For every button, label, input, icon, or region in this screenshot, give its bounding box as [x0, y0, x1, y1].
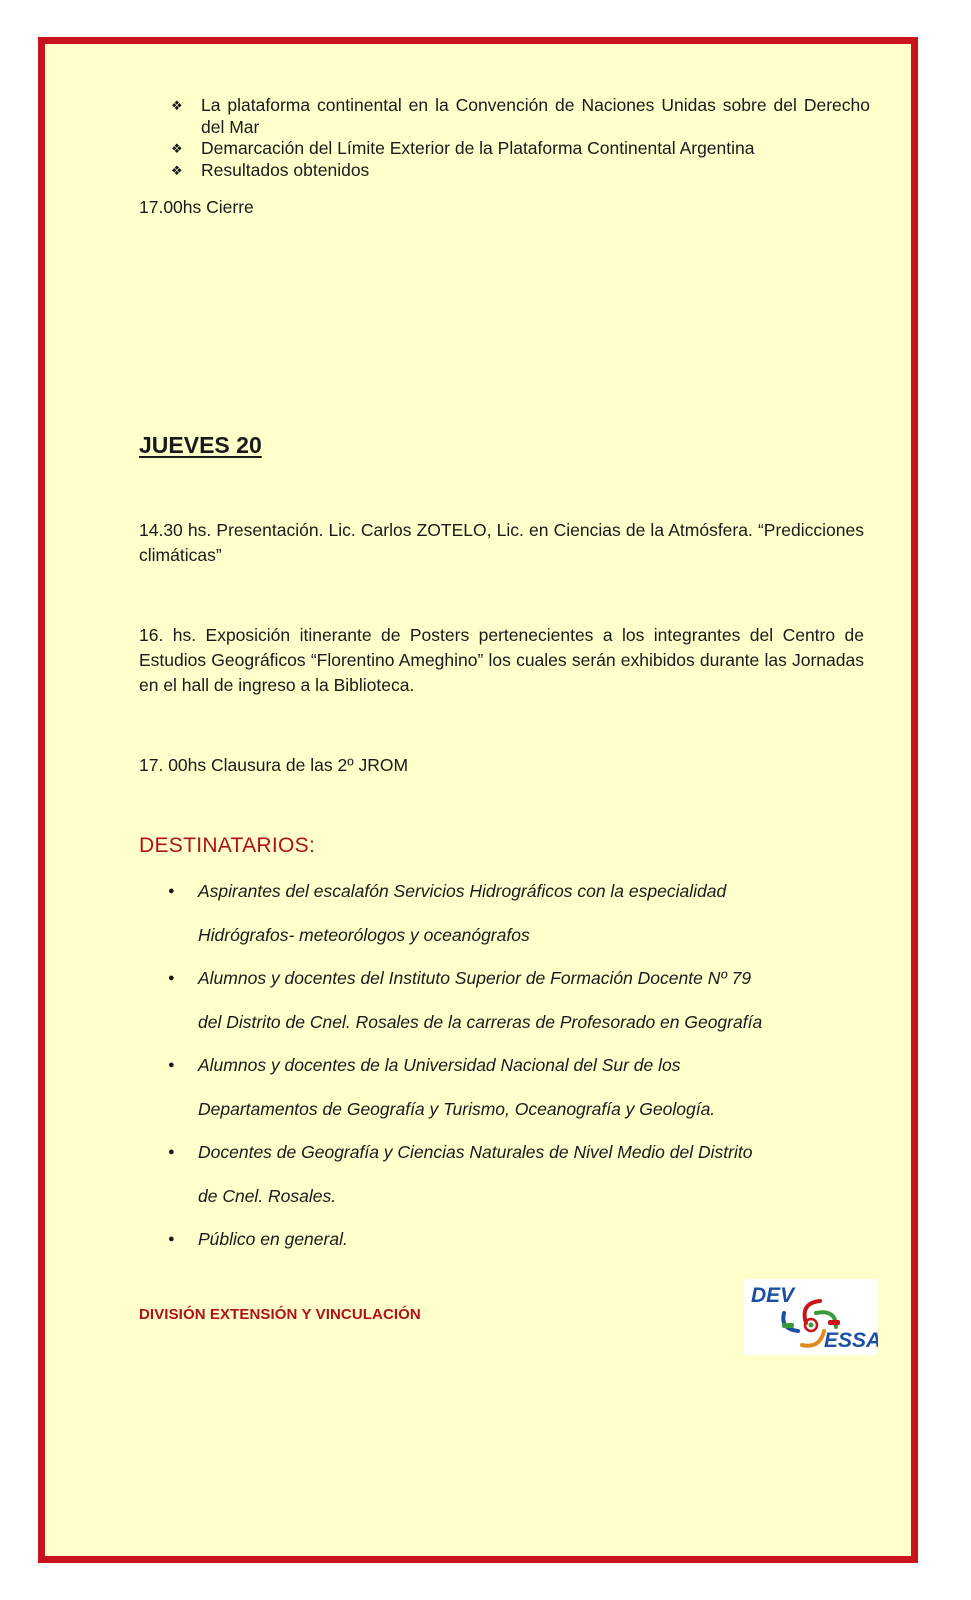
audience-line: Docentes de Geografía y Ciencias Naturales de Nivel Medio del Distrito — [198, 1142, 753, 1162]
audience-item — [165, 1044, 865, 1131]
dot-bullet-icon: ● — [168, 1059, 175, 1071]
topic-text: Demarcación del Límite Exterior de la Plataforma Continental Argentina — [201, 138, 755, 158]
audience-line: Departamentos de Geografía y Turismo, Oceanografía y Geología. — [198, 1098, 716, 1119]
exhibition-entry: 16. hs. Exposición itinerante de Posters pertenecientes a los integrantes del Centro de Estudios Geográficos “Florentino Ameghino” los cuales serán exhibidos durante las Jornadas en el hall de ingreso a la Biblioteca. — [139, 625, 864, 695]
audience-line: Alumnos y docentes de la Universidad Nacional del Sur de los — [198, 1055, 681, 1075]
topic-item — [170, 95, 870, 138]
logo-bottom-word: ESSA — [824, 1329, 878, 1352]
audience-line: Público en general. — [198, 1229, 348, 1249]
division-footer: DIVISIÓN EXTENSIÓN Y VINCULACIÓN — [139, 1306, 421, 1323]
topic-text: Resultados obtenidos — [201, 159, 370, 180]
audience-item — [165, 1218, 865, 1262]
diamond-bullet-icon: ❖ — [171, 141, 183, 156]
diamond-bullet-icon: ❖ — [171, 162, 183, 178]
logo-top-word: DEV — [751, 1284, 795, 1307]
presentation-entry: 14.30 hs. Presentación. Lic. Carlos ZOTELO, Lic. en Ciencias de la Atmósfera. “Predicciones climáticas” — [139, 520, 864, 565]
audience-line: Alumnos y docentes del Instituto Superior de Formación Docente Nº 79 — [198, 968, 752, 988]
audience-line: Aspirantes del escalafón Servicios Hidrográficos con la especialidad — [198, 881, 727, 901]
dot-bullet-icon: ● — [168, 1233, 175, 1245]
audience-item — [165, 1131, 865, 1218]
audience-line: de Cnel. Rosales. — [198, 1185, 337, 1206]
dot-bullet-icon: ● — [168, 972, 175, 984]
topic-item — [170, 138, 870, 160]
diamond-bullet-icon: ❖ — [171, 98, 183, 113]
closing-wednesday: 17.00hs Cierre — [139, 197, 254, 217]
dot-bullet-icon: ● — [168, 1146, 175, 1158]
topic-text: La plataforma continental en la Convención de Naciones Unidas sobre del Derecho del Mar — [201, 95, 870, 137]
day-heading: JUEVES 20 — [139, 432, 262, 458]
dot-bullet-icon: ● — [168, 885, 175, 897]
audience-line: del Distrito de Cnel. Rosales de la carreras de Profesorado en Geografía — [198, 1011, 763, 1032]
document-page — [38, 37, 918, 1563]
audience-list — [165, 870, 865, 1262]
audience-title: DESTINATARIOS: — [139, 834, 316, 857]
closing-thursday: 17. 00hs Clausura de las 2º JROM — [139, 755, 409, 775]
dev-essa-logo — [744, 1279, 878, 1355]
topic-item — [170, 160, 870, 182]
topic-list — [170, 95, 870, 181]
logo-graphic — [744, 1279, 878, 1355]
audience-item — [165, 957, 865, 1044]
audience-line: Hidrógrafos- meteorólogos y oceanógrafos — [198, 924, 530, 945]
audience-item — [165, 870, 865, 957]
